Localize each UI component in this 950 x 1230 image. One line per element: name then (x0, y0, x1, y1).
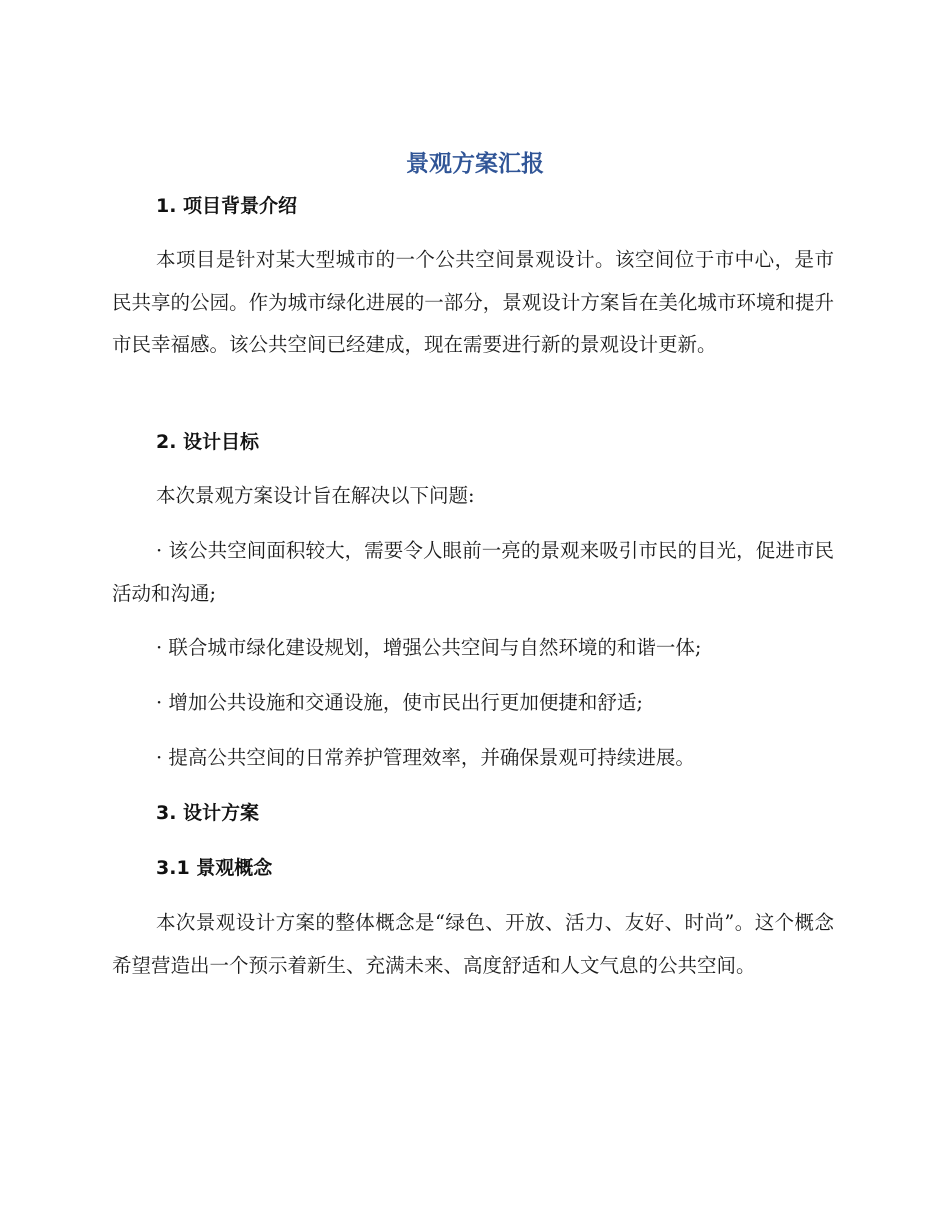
section-3-1-heading: 3.1 景观概念 (156, 857, 273, 879)
section-2-bullet-3: · 增加公共设施和交通设施，使市民出行更加便捷和舒适; (156, 691, 643, 714)
section-2-heading: 2. 设计目标 (156, 431, 260, 453)
section-2-bullet-1: · 该公共空间面积较大，需要令人眼前一亮的景观来吸引市民的目光，促进市民活动和沟通; (112, 539, 834, 605)
section-3-heading: 3. 设计方案 (156, 802, 260, 824)
section-1-body: 本项目是针对某大型城市的一个公共空间景观设计。该空间位于市中心，是市民共享的公园。作为城市绿化进展的一部分，景观设计方案旨在美化城市环境和提升市民幸福感。该公共空间已经建成，现在需要进行新的景观设计更新。 (112, 248, 834, 356)
section-1-heading: 1. 项目背景介绍 (156, 195, 298, 217)
document-title: 景观方案汇报 (406, 151, 544, 177)
section-3-1-body: 本次景观设计方案的整体概念是“绿色、开放、活力、友好、时尚”。这个概念希望营造出一个预示着新生、充满未来、高度舒适和人文气息的公共空间。 (112, 911, 834, 977)
section-2-intro: 本次景观方案设计旨在解决以下问题: (156, 484, 475, 507)
section-2-bullet-2: · 联合城市绿化建设规划，增强公共空间与自然环境的和谐一体; (156, 636, 702, 659)
section-2-bullet-4: · 提高公共空间的日常养护管理效率，并确保景观可持续进展。 (156, 746, 695, 769)
